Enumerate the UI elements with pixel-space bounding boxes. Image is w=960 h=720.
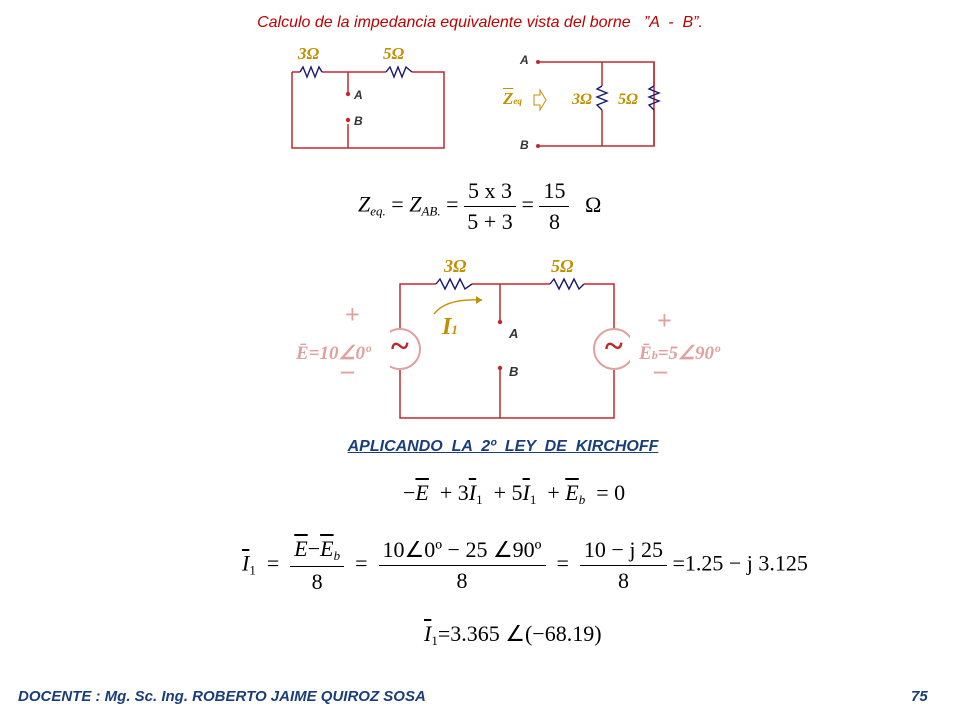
node-b-dot-main [498, 366, 502, 370]
equation-current-polar: $\overline{I}_1=3.365$ ∠(−68.19) [424, 621, 602, 648]
footer-author: DOCENTE : Mg. Sc. Ing. ROBERTO JAIME QUIROZ SOSA [18, 688, 426, 705]
circuit-2-r1-label: 3Ω [572, 91, 592, 108]
circuit-3-diagram [390, 258, 630, 428]
circuit-1-node-a: A [354, 88, 363, 102]
source-right-tilde: ~ [605, 328, 623, 365]
circuit-3-r1-label: 3Ω [444, 256, 467, 276]
circuit-2-node-b: B [520, 138, 529, 152]
circuit-3-r2-label: 5Ω [551, 256, 574, 276]
equation-current: $\overline{I}_1$ = $\frac{\overline{E}-\overline{E}_b}{8}$ = $\frac{\text{10∠0º − 25 ∠90º}}{8}$ = $\frac{10 - j 25}{8}$ =1.25 − j 3.125 [242, 536, 808, 594]
node-a-dot [346, 92, 350, 96]
equation-zeq: $Z_{eq.} = Z_{AB.}$ = $\frac{5 x 3}{5 + 3}$ = $\frac{15}{8}$ Ω [358, 178, 602, 234]
equation-kvl: $-\overline{E} + 3\overline{I}_1 + 5\overline{I}_1 + \overline{E}_b = 0$ [403, 480, 626, 507]
source-right-label: Ēb=5∠90º [639, 343, 720, 364]
resistor-3-ohm-vertical [597, 86, 607, 110]
circuit-2-diagram [530, 52, 670, 152]
circuit-1-wire-outer [292, 72, 444, 148]
resistor-5-ohm-main [550, 279, 584, 289]
impedance-arrow-icon [534, 90, 546, 110]
resistor-3-ohm [300, 67, 322, 77]
resistor-5-ohm [386, 67, 412, 77]
plus-right: + [657, 306, 672, 335]
source-left-tilde: ~ [391, 328, 409, 365]
plus-left: + [345, 300, 360, 329]
circuit-2-node-a: A [520, 53, 529, 67]
circuit-3-node-b: B [509, 364, 519, 379]
minus-right: – [654, 356, 667, 385]
circuit-2-zeq-label: $\overline{Z}eq$ [503, 89, 522, 108]
resistor-3-ohm-main [436, 279, 472, 289]
node-b-dot [346, 118, 350, 122]
current-label: I1 [442, 314, 458, 340]
page-number: 75 [911, 688, 928, 705]
kirchhoff-heading: APLICANDO LA 2º LEY DE KIRCHOFF [347, 438, 659, 455]
circuit-2-r2-label: 5Ω [618, 91, 638, 108]
circuit-1-node-b: B [354, 114, 363, 128]
circuit-1-r1-label: 3Ω [298, 44, 320, 63]
circuit-3-node-a: A [509, 326, 519, 341]
node-a-dot-main [498, 320, 502, 324]
circuit-1-r2-label: 5Ω [383, 44, 405, 63]
minus-left: – [341, 356, 354, 385]
current-arrow-icon [434, 300, 482, 314]
source-left-label: Ē=10∠0º [296, 343, 371, 364]
page-title: Calculo de la impedancia equivalente vista del borne ”A - B”. [257, 14, 703, 31]
